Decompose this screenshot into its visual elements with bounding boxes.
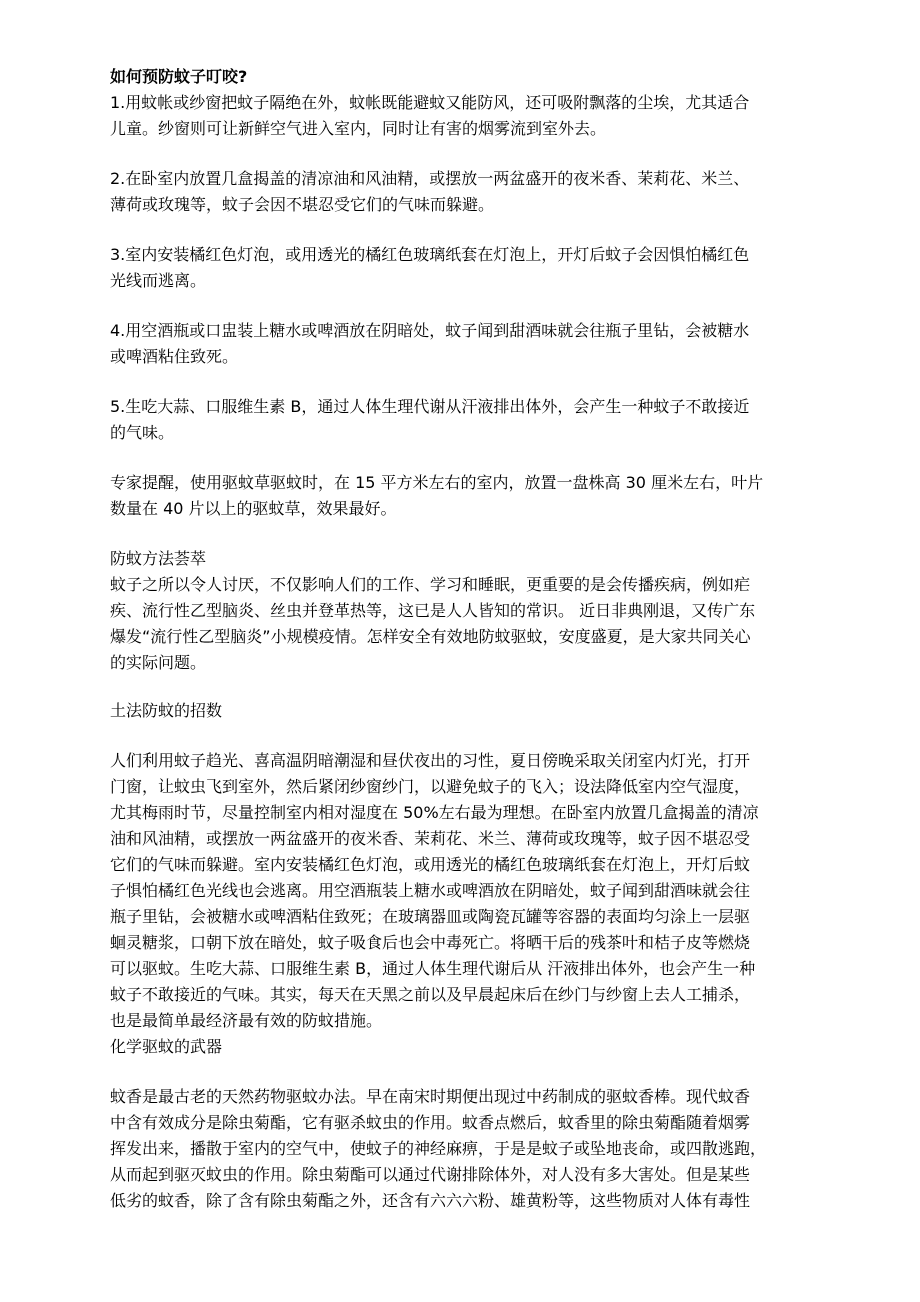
tip-2-line-2: 薄荷或玫瑰等，蚊子会因不堪忍受它们的气味而躲避。 bbox=[110, 195, 495, 214]
expert-note bbox=[110, 470, 855, 522]
tip-3-line-2: 光线而逃离。 bbox=[110, 271, 207, 290]
paragraph-line: 中含有效成分是除虫菊酯，它有驱杀蚊虫的作用。蚊香点燃后，蚊香里的除虫菊酯随着烟雾 bbox=[110, 1113, 751, 1132]
expert-note-line-2: 数量在 40 片以上的驱蚊草，效果最好。 bbox=[110, 499, 397, 518]
tip-2 bbox=[110, 166, 855, 218]
tip-5 bbox=[110, 394, 855, 446]
section-heading-folk-methods: 土法防蚊的招数 bbox=[110, 701, 223, 720]
paragraph-line: 它们的气味而躲避。室内安装橘红色灯泡，或用透光的橘红色玻璃纸套在灯泡上，开灯后蚊 bbox=[110, 855, 751, 874]
paragraph-line: 从而起到驱灭蚊虫的作用。除虫菊酯可以通过代谢排除体外，对人没有多大害处。但是某些 bbox=[110, 1165, 751, 1184]
tip-3 bbox=[110, 242, 855, 294]
tip-1-line-1: 1.用蚊帐或纱窗把蚊子隔绝在外，蚊帐既能避蚊又能防风，还可吸附飘落的尘埃，尤其适合 bbox=[110, 93, 750, 112]
paragraph-line: 的实际问题。 bbox=[110, 653, 207, 672]
document-page bbox=[110, 62, 855, 1214]
tip-4 bbox=[110, 318, 855, 370]
paragraph-line: 蚊子之所以令人讨厌，不仅影响人们的工作、学习和睡眠，更重要的是会传播疾病，例如疟 bbox=[110, 575, 751, 594]
paragraph-line: 子惧怕橘红色光线也会逃离。用空酒瓶装上糖水或啤酒放在阴暗处，蚊子闻到甜酒味就会往 bbox=[110, 881, 751, 900]
paragraph-line: 蛔灵糖浆，口朝下放在暗处，蚊子吸食后也会中毒死亡。将晒干后的残茶叶和桔子皮等燃烧 bbox=[110, 933, 751, 952]
section-chemical-body bbox=[110, 1084, 855, 1214]
tip-1 bbox=[110, 90, 855, 142]
tip-5-line-1: 5.生吃大蒜、口服维生素 B，通过人体生理代谢从汗液排出体外，会产生一种蚊子不敢接近 bbox=[110, 397, 750, 416]
paragraph-line: 挥发出来，播散于室内的空气中，使蚊子的神经麻痹，于是是蚊子或坠地丧命，或四散逃跑， bbox=[110, 1139, 767, 1158]
paragraph-line: 蚊子不敢接近的气味。其实，每天在天黑之前以及早晨起床后在纱门与纱窗上去人工捕杀， bbox=[110, 985, 751, 1004]
section-folk-body bbox=[110, 748, 855, 1034]
paragraph-line: 也是最简单最经济最有效的防蚊措施。 bbox=[110, 1011, 383, 1030]
paragraph-line: 瓶子里钻，会被糖水或啤酒粘住致死；在玻璃器皿或陶瓷瓦罐等容器的表面均匀涂上一层驱 bbox=[110, 907, 751, 926]
section-heading-methods: 防蚊方法荟萃 bbox=[110, 549, 207, 568]
tip-1-line-2: 儿童。纱窗则可让新鲜空气进入室内，同时让有害的烟雾流到室外去。 bbox=[110, 119, 607, 138]
section-heading-chemical: 化学驱蚊的武器 bbox=[110, 1037, 223, 1056]
paragraph-line: 尤其梅雨时节，尽量控制室内相对湿度在 50%左右最为理想。在卧室内放置几盒揭盖的清凉 bbox=[110, 803, 759, 822]
section-methods-body bbox=[110, 572, 855, 676]
expert-note-line-1: 专家提醒，使用驱蚊草驱蚊时，在 15 平方米左右的室内，放置一盘株高 30 厘米左右，叶片 bbox=[110, 473, 764, 492]
tip-3-line-1: 3.室内安装橘红色灯泡，或用透光的橘红色玻璃纸套在灯泡上，开灯后蚊子会因惧怕橘红色 bbox=[110, 245, 750, 264]
document-title: 如何预防蚊子叮咬? bbox=[110, 67, 248, 86]
paragraph-line: 爆发“流行性乙型脑炎”小规模疫情。怎样安全有效地防蚊驱蚊，安度盛夏，是大家共同关心 bbox=[110, 627, 751, 646]
tip-2-line-1: 2.在卧室内放置几盒揭盖的清凉油和风油精，或摆放一两盆盛开的夜米香、茉莉花、米兰、 bbox=[110, 169, 750, 188]
paragraph-line: 低劣的蚊香，除了含有除虫菊酯之外，还含有六六六粉、雄黄粉等，这些物质对人体有毒性 bbox=[110, 1191, 751, 1210]
paragraph-line: 油和风油精，或摆放一两盆盛开的夜米香、茉莉花、米兰、薄荷或玫瑰等，蚊子因不堪忍受 bbox=[110, 829, 751, 848]
tip-5-line-2: 的气味。 bbox=[110, 423, 175, 442]
tip-4-line-1: 4.用空酒瓶或口盅装上糖水或啤酒放在阴暗处，蚊子闻到甜酒味就会往瓶子里钻，会被糖水 bbox=[110, 321, 750, 340]
paragraph-line: 疾、流行性乙型脑炎、丝虫并登革热等，这已是人人皆知的常识。 近日非典刚退，又传广东 bbox=[110, 601, 756, 620]
paragraph-line: 门窗，让蚊虫飞到室外，然后紧闭纱窗纱门，以避免蚊子的飞入；设法降低室内空气湿度， bbox=[110, 777, 751, 796]
paragraph-line: 人们利用蚊子趋光、喜高温阴暗潮湿和昼伏夜出的习性，夏日傍晚采取关闭室内灯光，打开 bbox=[110, 751, 751, 770]
paragraph-line: 可以驱蚊。生吃大蒜、口服维生素 B，通过人体生理代谢后从 汗液排出体外，也会产生一种 bbox=[110, 959, 756, 978]
paragraph-line: 蚊香是最古老的天然药物驱蚊办法。早在南宋时期便出现过中药制成的驱蚊香棒。现代蚊香 bbox=[110, 1087, 751, 1106]
tip-4-line-2: 或啤酒粘住致死。 bbox=[110, 347, 239, 366]
